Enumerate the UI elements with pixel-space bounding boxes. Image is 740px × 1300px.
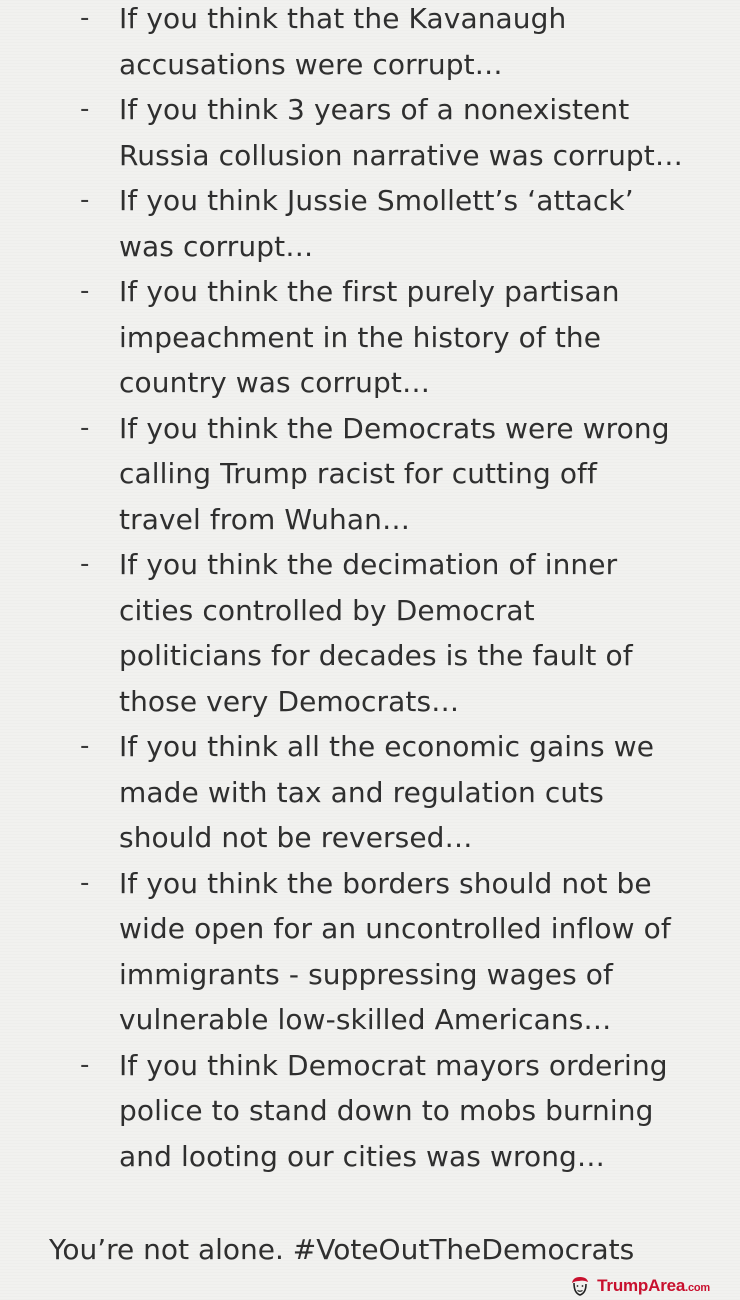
statement-line: If you think the borders should not be — [119, 866, 652, 900]
statement-line: politicians for decades is the fault of — [119, 639, 633, 672]
statement-item — [0, 1043, 740, 1180]
bullet-dash: - — [80, 412, 90, 443]
bullet-dash: - — [80, 3, 90, 33]
closing-statement: You’re not alone. #VoteOutTheDemocrats — [49, 1233, 635, 1266]
statement-line: country was corrupt… — [119, 366, 431, 399]
statement-line: If you think 3 years of a nonexistent — [119, 93, 630, 126]
statement-line: and looting our cities was wrong… — [119, 1139, 606, 1173]
bullet-dash: - — [80, 94, 90, 124]
statement-line: made with tax and regulation cuts — [119, 775, 604, 809]
bullet-dash: - — [80, 185, 90, 215]
statement-item — [0, 178, 740, 269]
statement-line: If you think that the Kavanaugh — [119, 2, 567, 35]
statement-line: was corrupt… — [119, 229, 314, 263]
statement-item — [0, 0, 740, 87]
statement-line: If you think the decimation of inner — [119, 548, 618, 581]
statement-line: cities controlled by Democrat — [119, 593, 535, 627]
statement-item — [0, 87, 740, 178]
statement-item — [0, 861, 740, 1043]
bullet-dash: - — [80, 549, 90, 579]
statement-item — [0, 542, 740, 724]
bullet-dash: - — [80, 867, 90, 898]
statement-line: immigrants - suppressing wages of — [119, 957, 613, 991]
statement-line: If you think the Democrats were wrong — [119, 411, 670, 445]
statement-line: impeachment in the history of the — [119, 320, 602, 354]
statement-item — [0, 724, 740, 861]
statement-line: If you think Democrat mayors ordering — [119, 1048, 668, 1082]
statement-line: Russia collusion narrative was corrupt… — [119, 138, 683, 172]
bullet-dash: - — [80, 276, 90, 306]
statement-line: should not be reversed… — [119, 821, 473, 854]
statement-line: If you think all the economic gains we — [119, 730, 655, 763]
statement-line: vulnerable low-skilled Americans… — [119, 1003, 612, 1036]
statement-line: travel from Wuhan… — [119, 502, 411, 536]
statement-line: police to stand down to mobs burning — [119, 1094, 654, 1127]
watermark-text: TrumpArea.com — [597, 1276, 710, 1295]
watermark — [569, 1274, 710, 1298]
statement-line: calling Trump racist for cutting off — [119, 457, 597, 490]
statement-line: accusations were corrupt… — [119, 47, 503, 81]
statement-line: If you think the first purely partisan — [119, 275, 620, 308]
bullet-dash: - — [80, 1049, 90, 1080]
statement-line: wide open for an uncontrolled inflow of — [119, 912, 671, 945]
statement-line: those very Democrats… — [119, 684, 460, 718]
trump-face-icon — [569, 1275, 591, 1297]
statement-item — [0, 406, 740, 543]
statement-item — [0, 269, 740, 406]
statement-line: If you think Jussie Smollett’s ‘attack’ — [119, 184, 634, 217]
bullet-dash: - — [80, 731, 90, 761]
